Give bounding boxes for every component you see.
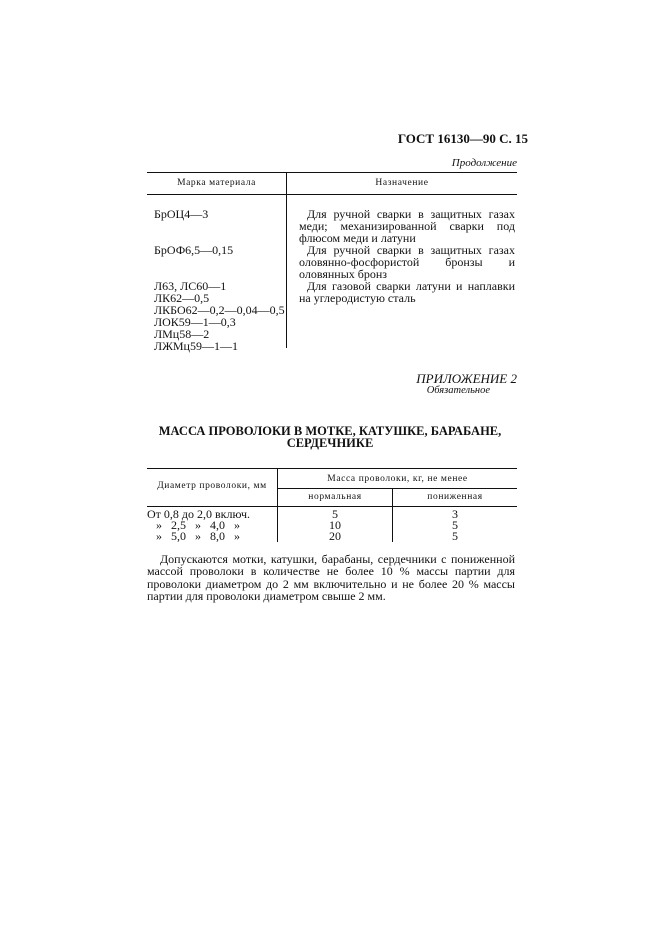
appendix-subtitle: Обязательное [426, 385, 490, 396]
table-row-grade: ЛМц58—2 [154, 327, 210, 341]
table-row-grade: ЛЖМц59—1—1 [154, 339, 238, 353]
table-row-diameter: От 0,8 до 2,0 включ. [147, 507, 251, 521]
table-rule-subheader [277, 488, 517, 489]
table-row-reduced: 5 [452, 529, 458, 543]
appendix-title: ПРИЛОЖЕНИЕ 2 [416, 371, 517, 386]
table-rule-top [147, 468, 517, 469]
table-row-grade: Л63, ЛС60—1 [154, 279, 227, 293]
table-row-grade: ЛОК59—1—0,3 [154, 315, 236, 329]
column-header-normal: нормальная [308, 492, 362, 502]
table-row-normal: 10 [329, 518, 341, 532]
table-row-normal: 20 [329, 529, 341, 543]
table-row-purpose: Для ручной сварки в защитных газах меди; механизированной сварки под флюсом меди и латуни [299, 207, 515, 245]
table-row-diameter: » 5,0 » 8,0 » [156, 529, 240, 543]
section-title: МАССА ПРОВОЛОКИ В МОТКЕ, КАТУШКЕ, БАРАБАНЕ, СЕРДЕЧНИКЕ [158, 424, 502, 450]
table-row-grade: ЛК62—0,5 [154, 291, 210, 305]
page-header: ГОСТ 16130—90 С. 15 [397, 131, 528, 146]
wire-mass-table [147, 468, 517, 542]
table-row-reduced: 3 [452, 507, 458, 521]
body-paragraph: Допускаются мотки, катушки, барабаны, сердечники с пониженной массой проволоки в количестве не более 10 % массы партии для проволоки диаметром до 2 мм включительно и не более 20 % массы партии для проволоки диаметром свыше 2 мм. [147, 552, 515, 603]
table-rule-header [147, 194, 517, 195]
materials-table [147, 172, 517, 353]
table-row-normal: 5 [332, 507, 338, 521]
table-column-divider [286, 172, 287, 348]
table-row-purpose: Для газовой сварки латуни и наплавки на углеродистую сталь [299, 279, 515, 305]
column-header-grade: Марка материала [177, 178, 256, 188]
table-row-diameter: » 2,5 » 4,0 » [156, 518, 240, 532]
continuation-label: Продолжение [451, 157, 517, 169]
column-header-diameter: Диаметр проволоки, мм [157, 481, 267, 491]
table-row-reduced: 5 [452, 518, 458, 532]
table-row-purpose: Для ручной сварки в защитных газах оловянно-фосфористой бронзы и оловянных бронз [299, 243, 515, 281]
column-header-reduced: пониженная [427, 492, 483, 502]
column-header-mass: Масса проволоки, кг, не менее [327, 474, 468, 484]
table-row-grade: БрОЦ4—3 [154, 207, 209, 221]
table-rule-top [147, 172, 517, 173]
table-row-grade: ЛКБО62—0,2—0,04—0,5 [154, 303, 285, 317]
column-header-purpose: Назначение [375, 178, 429, 188]
table-row-grade: БрОФ6,5—0,15 [154, 243, 234, 257]
